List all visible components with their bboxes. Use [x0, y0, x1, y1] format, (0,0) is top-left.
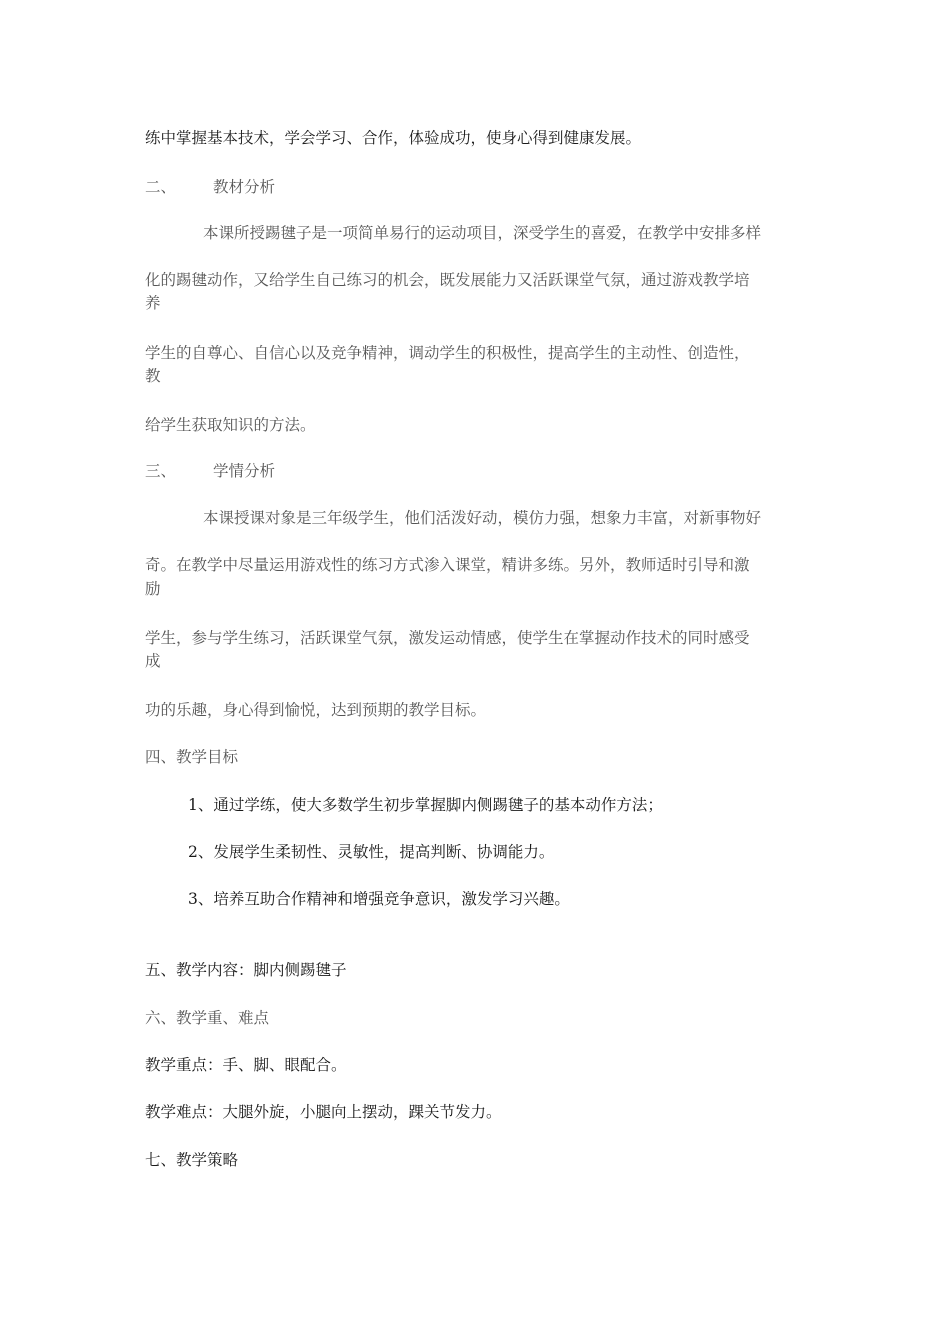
section-3-para-line: 本课授课对象是三年级学生，他们活泼好动，模仿力强，想象力丰富，对新事物好	[203, 509, 762, 527]
section-2-title: 教材分析	[213, 178, 276, 196]
section-2-heading	[145, 177, 275, 197]
section-4-heading: 四、教学目标	[145, 748, 239, 766]
difficulty-line: 教学难点：大腿外旋，小腿向上摆动，踝关节发力。	[145, 1103, 502, 1121]
section-3-title: 学情分析	[213, 462, 276, 480]
section-3-para-line: 励	[145, 580, 161, 598]
goal-item: 2、发展学生柔韧性、灵敏性，提高判断、协调能力。	[188, 843, 555, 861]
section-6-heading: 六、教学重、难点	[145, 1009, 270, 1027]
section-7-heading: 七、教学策略	[145, 1151, 239, 1169]
intro-tail-line: 练中掌握基本技术，学会学习、合作，体验成功，使身心得到健康发展。	[145, 129, 642, 147]
section-3-para-line: 学生，参与学生练习，活跃课堂气氛，激发运动情感，使学生在掌握动作技术的同时感受	[145, 629, 750, 647]
section-5-heading: 五、教学内容：脚内侧踢毽子	[145, 961, 347, 979]
goal-item: 3、培养互助合作精神和增强竞争意识，激发学习兴趣。	[188, 890, 570, 908]
section-2-para-line: 学生的自尊心、自信心以及竞争精神，调动学生的积极性，提高学生的主动性、创造性，	[145, 344, 750, 362]
section-2-para-line: 化的踢毽动作，又给学生自己练习的机会，既发展能力又活跃课堂气氛，通过游戏教学培	[145, 271, 750, 289]
section-2-number: 二、	[145, 178, 177, 196]
section-3-para-line: 功的乐趣，身心得到愉悦，达到预期的教学目标。	[145, 701, 487, 719]
key-point-line: 教学重点：手、脚、眼配合。	[145, 1056, 347, 1074]
section-2-para-line: 给学生获取知识的方法。	[145, 416, 316, 434]
section-2-para-line: 本课所授踢毽子是一项简单易行的运动项目，深受学生的喜爱，在教学中安排多样	[203, 224, 762, 242]
section-3-para-line: 成	[145, 652, 161, 670]
section-2-para-line: 教	[145, 367, 161, 385]
section-2-para-line: 养	[145, 294, 161, 312]
section-3-para-line: 奇。在教学中尽量运用游戏性的练习方式渗入课堂，精讲多练。另外，教师适时引导和激	[145, 556, 750, 574]
section-3-heading	[145, 461, 275, 481]
section-3-number: 三、	[145, 462, 177, 480]
goal-item: 1、通过学练，使大多数学生初步掌握脚内侧踢毽子的基本动作方法；	[188, 796, 663, 814]
